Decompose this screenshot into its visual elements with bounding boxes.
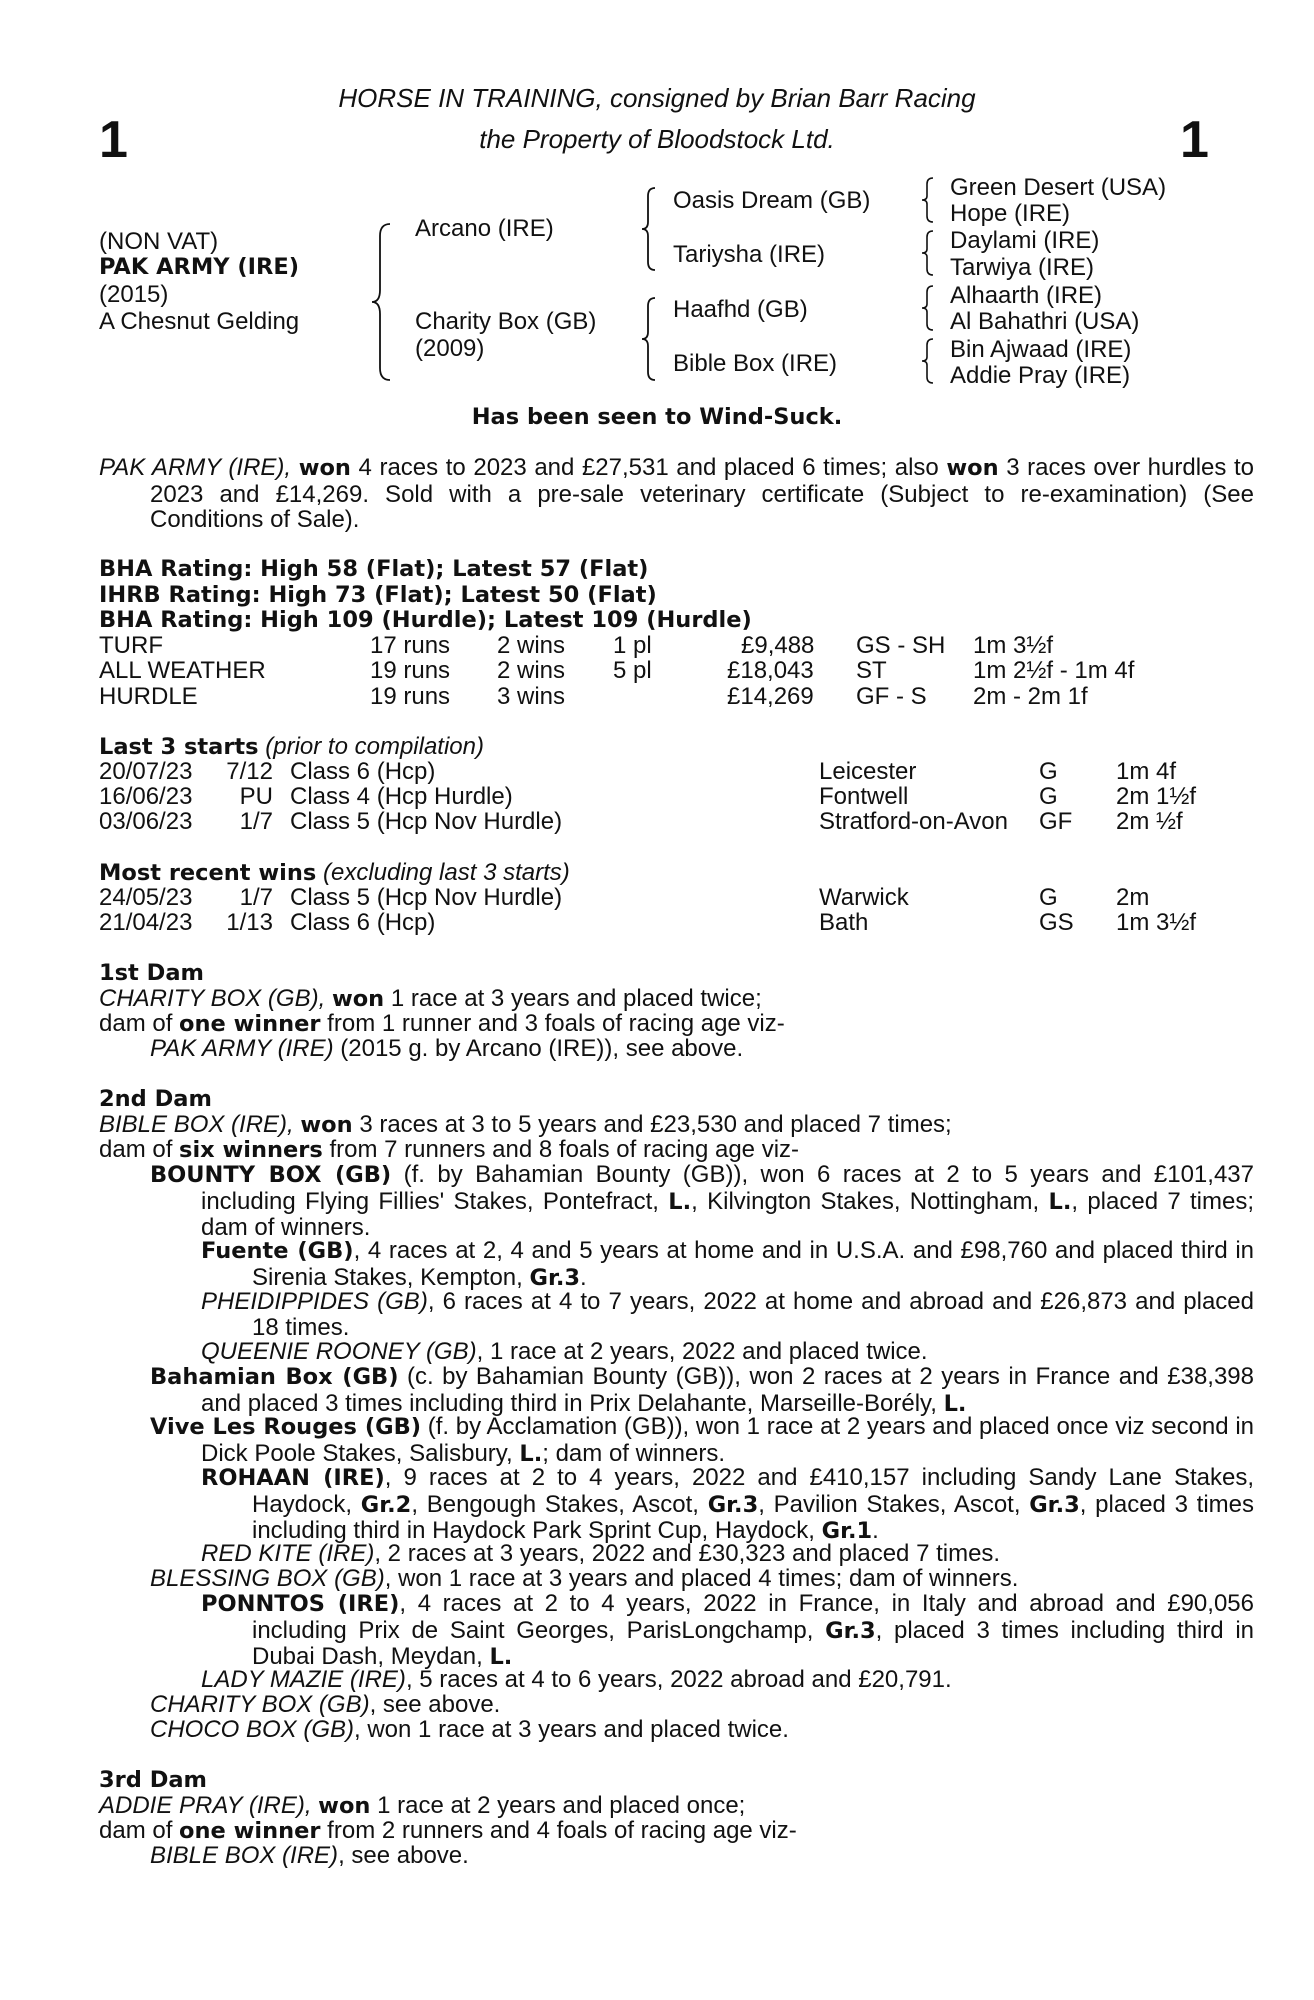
ponntos-text: , placed 3 times including third in Dubai Dash, Meydan, (252, 1616, 1254, 1670)
race-date: 24/05/23 (99, 884, 193, 911)
race-course: Stratford-on-Avon (819, 808, 1008, 835)
race-distance: 1m 3½f (1116, 909, 1197, 936)
dam2-line1 (99, 1112, 952, 1139)
rating-bha-flat: BHA Rating: High 58 (Flat); Latest 57 (Flat) (99, 556, 649, 582)
vive-les-rouges-name: Vive Les Rouges (GB) (150, 1414, 422, 1440)
vive-les-rouges-text: (f. by Acclamation (GB)), won 1 race at 2 years and placed once viz second in Dick Poole Stakes, Salisbury, (201, 1413, 1255, 1467)
group-marker: Gr.3 (529, 1264, 581, 1291)
listed-marker: L. (668, 1188, 692, 1215)
group-marker: Gr.1 (821, 1518, 873, 1544)
dam3-progeny-note: , see above. (338, 1842, 469, 1869)
dam3-progeny-name: BIBLE BOX (IRE) (150, 1842, 339, 1869)
race-position: PU (239, 783, 273, 810)
progeny-choco-box (150, 1717, 789, 1743)
progeny-vive-les-rouges (150, 1414, 1254, 1467)
dam1-winners: one winner (179, 1011, 321, 1037)
red-kite-text: , 2 races at 3 years, 2022 and £30,323 and placed 7 times. (374, 1540, 1001, 1567)
progeny-bounty-box (150, 1162, 1254, 1241)
header-property: the Property of Bloodstock Ltd. (479, 124, 835, 154)
fuente-end: . (580, 1263, 587, 1291)
record-going: GS - SH (856, 632, 946, 659)
dam1-progeny-name: PAK ARMY (IRE) (150, 1035, 334, 1062)
rohaan-text: , placed 3 times including third in Haydock Park Sprint Cup, Haydock, (252, 1490, 1254, 1544)
queenie-rooney-name: QUEENIE ROONEY (GB) (201, 1338, 477, 1365)
group-marker: Gr.3 (1029, 1491, 1080, 1518)
race-course: Fontwell (819, 783, 909, 810)
dam3-line2 (99, 1818, 797, 1845)
progeny-pheidippides (201, 1289, 1254, 1340)
fuente-text: , 4 races at 2, 4 and 5 years at home and in U.S.A. and £98,760 and placed third in Sirenia Stakes, Kempton, (252, 1237, 1254, 1291)
vat-status: (NON VAT) (99, 228, 219, 255)
race-distance: 2m ½f (1116, 808, 1183, 835)
progeny-queenie-rooney (201, 1339, 928, 1365)
record-wins: 2 wins (497, 632, 566, 659)
race-date: 20/07/23 (99, 758, 193, 785)
rohaan-name: ROHAAN (IRE) (201, 1465, 385, 1491)
blessing-box-text: , won 1 race at 3 years and placed 4 times; dam of winners. (384, 1565, 1019, 1592)
fuente-name: Fuente (GB) (201, 1238, 354, 1264)
dam3-line3 (150, 1843, 469, 1869)
pedigree-g4: Tarwiya (IRE) (950, 254, 1095, 281)
dam1-won: won (331, 986, 385, 1012)
dam1-progeny-note: (2015 g. by Arcano (IRE)), see above. (333, 1035, 744, 1062)
group-marker: Gr.2 (360, 1491, 412, 1518)
race-class: Class 5 (Hcp Nov Hurdle) (290, 808, 563, 835)
race-distance: 1m 4f (1116, 758, 1177, 785)
race-course: Warwick (819, 884, 909, 911)
record-runs: 19 runs (370, 657, 451, 684)
pedigree-sire: Arcano (IRE) (415, 215, 554, 242)
horse-year: (2015) (99, 281, 169, 308)
progeny-rohaan (201, 1465, 1254, 1545)
lady-mazie-name: LADY MAZIE (IRE) (201, 1666, 406, 1693)
rohaan-text: , Pavilion Stakes, Ascot, (758, 1490, 1030, 1518)
summary-text-1: 4 races to 2023 and £27,531 and placed 6 times; also (350, 454, 947, 481)
dam3-dam-of: dam of (99, 1817, 180, 1844)
dam1-dam-of: dam of (99, 1010, 180, 1037)
recent-wins-title: Most recent wins (99, 860, 317, 886)
listed-marker: L. (943, 1390, 967, 1417)
race-class: Class 6 (Hcp) (290, 909, 436, 936)
dam1-name: CHARITY BOX (GB), (99, 985, 326, 1012)
pedigree-brace-g3 (920, 284, 936, 332)
dam1-heading: 1st Dam (99, 960, 204, 986)
race-course: Leicester (819, 758, 917, 785)
dam2-record: 3 races at 3 to 5 years and £23,530 and placed 7 times; (352, 1111, 952, 1138)
blessing-box-name: BLESSING BOX (GB) (150, 1565, 385, 1592)
pedigree-g8: Addie Pray (IRE) (950, 362, 1131, 389)
dam1-record: 1 race at 3 years and placed twice; (384, 985, 762, 1012)
dam1-line2 (99, 1011, 785, 1038)
dam2-name: BIBLE BOX (IRE), (99, 1111, 294, 1138)
race-going: GF (1039, 808, 1073, 835)
pedigree-dam: Charity Box (GB) (415, 308, 597, 335)
record-surface: TURF (99, 632, 163, 659)
header-consignor: HORSE IN TRAINING, consigned by Brian Barr Racing (338, 83, 976, 113)
record-going: ST (856, 657, 887, 684)
bounty-box-text: (f. by Bahamian Bounty (GB)), won 6 races at 2 to 5 years and £101,437 including Flying Fillies' Stakes, Pontefract, (201, 1161, 1254, 1215)
record-distance: 1m 2½f - 1m 4f (973, 657, 1135, 684)
charity-box-name: CHARITY BOX (GB) (150, 1691, 370, 1718)
race-class: Class 5 (Hcp Nov Hurdle) (290, 884, 563, 911)
pedigree-dam-dam: Bible Box (IRE) (673, 350, 838, 377)
dam2-line2 (99, 1137, 799, 1164)
race-course: Bath (819, 909, 869, 936)
pedigree-g3: Daylami (IRE) (950, 227, 1100, 254)
dam3-heading: 3rd Dam (99, 1767, 207, 1793)
pedigree-brace-g2 (920, 229, 936, 277)
pedigree-brace-dam (640, 296, 658, 382)
bounty-box-text: , Kilvington Stakes, Nottingham, (691, 1187, 1049, 1215)
summary-won: won (298, 455, 351, 481)
record-going: GF - S (856, 683, 927, 710)
dam1-line3 (150, 1036, 743, 1062)
record-earnings: £18,043 (727, 657, 814, 684)
rating-ihrb-flat: IHRB Rating: High 73 (Flat); Latest 50 (Flat) (99, 582, 657, 608)
dam2-won: won (300, 1112, 353, 1138)
record-wins: 2 wins (497, 657, 566, 684)
race-class: Class 6 (Hcp) (290, 758, 436, 785)
queenie-rooney-text: , 1 race at 2 years, 2022 and placed twice. (476, 1338, 928, 1365)
last3-heading (99, 734, 484, 761)
red-kite-name: RED KITE (IRE) (201, 1540, 375, 1567)
listed-marker: L. (519, 1440, 543, 1467)
dam3-foals: from 2 runners and 4 foals of racing age viz- (320, 1817, 797, 1844)
pedigree-dam-sire: Haafhd (GB) (673, 296, 808, 323)
dam2-heading: 2nd Dam (99, 1086, 212, 1112)
race-date: 16/06/23 (99, 783, 193, 810)
record-placed: 1 pl (613, 632, 652, 659)
race-position: 1/13 (226, 909, 273, 936)
pedigree-g1: Green Desert (USA) (950, 174, 1167, 201)
choco-box-name: CHOCO BOX (GB) (150, 1716, 355, 1743)
listed-marker: L. (489, 1644, 513, 1670)
race-date: 03/06/23 (99, 808, 193, 835)
progeny-blessing-box (150, 1566, 1018, 1592)
progeny-fuente (201, 1238, 1254, 1291)
race-position: 1/7 (239, 808, 273, 835)
lot-number-left: 1 (99, 111, 128, 169)
progeny-ponntos (201, 1591, 1254, 1671)
dam2-dam-of: dam of (99, 1136, 180, 1163)
group-marker: Gr.3 (707, 1491, 759, 1518)
summary-won-hurdles: won (946, 455, 999, 481)
pheidippides-name: PHEIDIPPIDES (GB) (201, 1288, 428, 1315)
last3-title: Last 3 starts (99, 734, 259, 760)
wind-suck-notice: Has been seen to Wind-Suck. (471, 404, 843, 430)
dam1-line1 (99, 986, 762, 1013)
record-surface: ALL WEATHER (99, 657, 266, 684)
dam2-winners: six winners (179, 1137, 323, 1163)
dam3-line1 (99, 1793, 745, 1820)
record-runs: 17 runs (370, 632, 451, 659)
dam1-foals: from 1 runner and 3 foals of racing age viz- (320, 1010, 785, 1037)
last3-subtitle: (prior to compilation) (265, 733, 484, 760)
progeny-red-kite (201, 1541, 1000, 1567)
race-going: G (1039, 884, 1058, 911)
group-marker: Gr.3 (825, 1617, 876, 1644)
pedigree-g2: Hope (IRE) (950, 200, 1071, 227)
rating-bha-hurdle: BHA Rating: High 109 (Hurdle); Latest 109 (Hurdle) (99, 607, 752, 633)
race-distance: 2m (1116, 884, 1150, 911)
horse-description: A Chesnut Gelding (99, 308, 300, 335)
lot-number-right: 1 (1180, 111, 1209, 169)
pedigree-brace-main (370, 222, 394, 382)
race-position: 7/12 (226, 758, 273, 785)
pedigree-g6: Al Bahathri (USA) (950, 308, 1140, 335)
dam2-foals: from 7 runners and 8 foals of racing age viz- (322, 1136, 800, 1163)
dam3-record: 1 race at 2 years and placed once; (370, 1792, 746, 1819)
race-date: 21/04/23 (99, 909, 193, 936)
pedigree-brace-g1 (920, 176, 936, 224)
pedigree-brace-sire (640, 186, 658, 272)
pedigree-g7: Bin Ajwaad (IRE) (950, 336, 1132, 363)
listed-marker: L. (1048, 1188, 1072, 1215)
progeny-lady-mazie (201, 1667, 952, 1693)
record-placed: 5 pl (613, 657, 652, 684)
summary-text-2: 3 races over hurdles to 2023 and £14,269. Sold with a pre-sale veterinary certificate (Subject to re-examination) (See Conditions of Sale). (150, 454, 1255, 533)
vive-les-rouges-text: ; dam of winners. (542, 1439, 725, 1467)
record-wins: 3 wins (497, 683, 566, 710)
bounty-box-name: BOUNTY BOX (GB) (150, 1162, 392, 1188)
race-class: Class 4 (Hcp Hurdle) (290, 783, 513, 810)
rohaan-text: , 9 races at 2 to 4 years, 2022 and £410,157 including Sandy Lane Stakes, Haydock, (252, 1464, 1254, 1518)
record-distance: 1m 3½f (973, 632, 1054, 659)
record-earnings: £9,488 (741, 632, 815, 659)
race-distance: 2m 1½f (1116, 783, 1197, 810)
record-earnings: £14,269 (727, 683, 814, 710)
dam3-name: ADDIE PRAY (IRE), (99, 1792, 312, 1819)
pedigree-brace-g4 (920, 337, 936, 385)
bounty-box-text: , placed 7 times; dam of winners. (201, 1187, 1254, 1241)
progeny-bahamian-box (150, 1364, 1254, 1417)
recent-wins-heading (99, 860, 570, 887)
horse-name: PAK ARMY (IRE) (99, 254, 299, 280)
race-position: 1/7 (239, 884, 273, 911)
ponntos-name: PONNTOS (IRE) (201, 1591, 400, 1617)
pedigree-dam-year: (2009) (415, 335, 485, 362)
record-surface: HURDLE (99, 683, 198, 710)
race-going: G (1039, 783, 1058, 810)
summary-horse-name: PAK ARMY (IRE), (99, 454, 292, 481)
bahamian-box-name: Bahamian Box (GB) (150, 1364, 399, 1390)
pedigree-g5: Alhaarth (IRE) (950, 282, 1103, 309)
rohaan-text: , Bengough Stakes, Ascot, (411, 1490, 708, 1518)
race-going: G (1039, 758, 1058, 785)
race-going: GS (1039, 909, 1074, 936)
rohaan-end: . (872, 1517, 879, 1544)
pedigree-sire-sire: Oasis Dream (GB) (673, 187, 871, 214)
record-distance: 2m - 2m 1f (973, 683, 1088, 710)
choco-box-text: , won 1 race at 3 years and placed twice. (354, 1716, 789, 1743)
progeny-charity-box (150, 1692, 500, 1718)
pedigree-sire-dam: Tariysha (IRE) (673, 241, 826, 268)
record-runs: 19 runs (370, 683, 451, 710)
ponntos-text: , 4 races at 2 to 4 years, 2022 in France, in Italy and abroad and £90,056 including Prix de Saint Georges, ParisLongchamp, (252, 1590, 1254, 1644)
dam3-winners: one winner (179, 1818, 321, 1844)
dam3-won: won (318, 1793, 371, 1819)
bahamian-box-text: (c. by Bahamian Bounty (GB)), won 2 races at 2 years in France and £38,398 and placed 3 times including third in Prix Delahante, Marseille-Borély, (201, 1363, 1254, 1417)
lady-mazie-text: , 5 races at 4 to 6 years, 2022 abroad and £20,791. (405, 1666, 952, 1693)
charity-box-text: , see above. (369, 1691, 501, 1718)
recent-wins-subtitle: (excluding last 3 starts) (322, 859, 570, 886)
pheidippides-text: , 6 races at 4 to 7 years, 2022 at home and abroad and £26,873 and placed 18 times. (252, 1288, 1255, 1341)
race-summary (99, 455, 1254, 533)
